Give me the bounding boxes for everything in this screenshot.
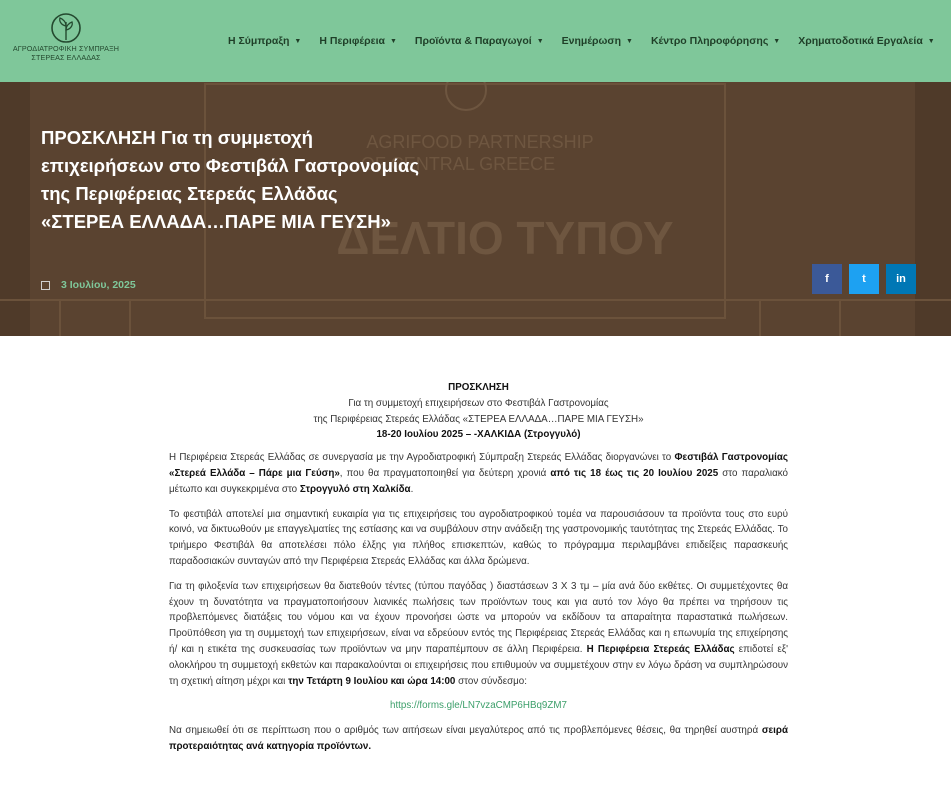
svg-text:ΔΕΛΤΙΟ ΤΥΠΟΥ: ΔΕΛΤΙΟ ΤΥΠΟΥ xyxy=(336,212,674,264)
chevron-down-icon: ▼ xyxy=(389,37,397,45)
nav-item-label: Η Σύμπραξη xyxy=(228,35,290,47)
share-facebook-button[interactable] xyxy=(812,264,842,294)
nav-item-news[interactable] xyxy=(562,35,633,47)
nav-item-products[interactable] xyxy=(415,35,544,47)
linkedin-icon: in xyxy=(896,273,906,285)
site-header xyxy=(0,0,951,82)
hero-banner xyxy=(0,82,951,336)
share-twitter-button[interactable] xyxy=(849,264,879,294)
nav-item-funding[interactable] xyxy=(798,35,935,47)
nav-item-label: Ενημέρωση xyxy=(561,35,622,47)
svg-text:OF CENTRAL GREECE: OF CENTRAL GREECE xyxy=(360,154,556,174)
post-date-text: 3 Ιουλίου, 2025 xyxy=(61,279,136,291)
article-paragraph: Η Περιφέρεια Στερεάς Ελλάδας σε συνεργασία με την Αγροδιατροφική Σύμπραξη Στερεάς Ελλάδας διοργανώνει το Φεστιβάλ Γαστρονομίας «Στερεά Ελλάδα – Πάρε μια Γεύση», που θα πραγματοποιηθεί για δεύτερη χρονιά από τις 18 έως τις 20 Ιουλίου 2025 στο παραλιακό μέτωπο και συγκεκριμένα στο Στρογγυλό στη Χαλκίδα. xyxy=(169,452,788,495)
nav-item-label: Η Περιφέρεια xyxy=(319,35,385,47)
nav-item-perifereia[interactable] xyxy=(319,35,397,47)
nav-item-label: Χρηματοδοτικά Εργαλεία xyxy=(798,35,923,47)
article-heading: ΠΡΟΣΚΛΗΣΗ xyxy=(448,382,509,393)
nav-item-label: Κέντρο Πληροφόρησης xyxy=(650,35,769,47)
twitter-icon: t xyxy=(862,273,866,285)
application-form-link[interactable]: https://forms.gle/LN7vzaCMP6HBq9ZM7 xyxy=(390,700,567,712)
site-logo[interactable] xyxy=(6,12,126,72)
article-body xyxy=(169,380,788,764)
article-subheading: Για τη συμμετοχή επιχειρήσεων στο Φεστιβάλ Γαστρονομίας xyxy=(348,397,609,409)
svg-text:AGRIFOOD PARTNERSHIP: AGRIFOOD PARTNERSHIP xyxy=(366,132,594,152)
main-navigation xyxy=(228,34,951,48)
chevron-down-icon: ▼ xyxy=(294,37,302,45)
article-dates: 18-20 Ιουλίου 2025 – -ΧΑΛΚΙΔΑ (Στρογγυλό) xyxy=(376,429,581,441)
article-paragraph: Το φεστιβάλ αποτελεί μια σημαντική ευκαιρία για τις επιχειρήσεις του αγροδιατροφικού τομέα να παρουσιάσουν τα προϊόντα τους στο ευρύ κοινό, να δικτυωθούν με επαγγελματίες της εστίασης και να συμβάλουν στην ανάδειξη της γαστρονομικής ταυτότητας της Στερεάς Ελλάδας. Το τριήμερο Φεστιβάλ θα αποτελέσει πόλο έλξης για πλήθος επισκεπτών, καθώς το πρόγραμμα περιλαμβάνει επιδείξεις παρασκευής παραδοσιακών συνταγών από την Περιφέρεια Στερεάς Ελλάδας και άλλα δρώμενα. xyxy=(169,508,788,567)
facebook-icon: f xyxy=(825,273,829,285)
logo-emblem-icon xyxy=(49,12,83,44)
article-subheading: της Περιφέρειας Στερεάς Ελλάδας «ΣΤΕΡΕΑ ΕΛΛΑΔΑ…ΠΑΡΕ ΜΙΑ ΓΕΥΣΗ» xyxy=(313,413,644,425)
article-paragraph: Για τη φιλοξενία των επιχειρήσεων θα διατεθούν τέντες (τύπου παγόδας ) διαστάσεων 3 Χ 3 τμ – μία ανά δύο εκθέτες. Οι συμμετέχοντες θα έχουν τη δυνατότητα να πραγματοποιήσουν λιανικές πωλήσεις των προϊόντων τους και για αυτό τον λόγο θα πρέπει να τηρήσουν τις προβλεπόμενες διατάξεις του νόμου και να έχουν προνοήσει ώστε να μπορούν να εκδίδουν τα απαραίτητα παραστατικά πωλήσεων. Προϋπόθεση για τη συμμετοχή των επιχειρήσεων, είναι να εδρεύουν εντός της Περιφέρειας Στερεάς Ελλάδας και η επωνυμία της επιχείρησης ή/ και η ετικέτα της συσκευασίας των προϊόντων να μην παραπέμπουν σε άλλη Περιφέρεια. Η Περιφέρεια Στερεάς Ελλάδας επιδοτεί εξ' ολοκλήρου τη συμμετοχή εκθετών και παρακαλούνται οι επιχειρήσεις που επιθυμούν να συμμετέχουν στην εν λόγω δράση να συμπληρώσουν τη σχετική αίτηση μέχρι και την Τετάρτη 9 Ιουλίου και ώρα 14:00 στον σύνδεσμο: xyxy=(169,580,788,687)
chevron-down-icon: ▼ xyxy=(773,37,781,45)
share-linkedin-button[interactable] xyxy=(886,264,916,294)
logo-text-line1: ΑΓΡΟΔΙΑΤΡΟΦΙΚΗ ΣΥΜΠΡΑΞΗ xyxy=(12,44,120,53)
post-date xyxy=(41,279,136,291)
nav-item-info-center[interactable] xyxy=(651,35,780,47)
chevron-down-icon: ▼ xyxy=(536,37,544,45)
nav-item-symprazi[interactable] xyxy=(228,35,301,47)
calendar-icon xyxy=(41,281,50,290)
chevron-down-icon: ▼ xyxy=(626,37,633,45)
article-paragraph: Να σημειωθεί ότι σε περίπτωση που ο αριθμός των αιτήσεων είναι μεγαλύτερος από τις προβλεπόμενες θέσεις, θα τηρηθεί αυστηρά σειρά προτεραιότητας ανά κατηγορία προϊόντων. xyxy=(169,725,788,752)
nav-item-label: Προϊόντα & Παραγωγοί xyxy=(414,35,532,47)
logo-text-line2: ΣΤΕΡΕΑΣ ΕΛΛΑΔΑΣ xyxy=(31,53,101,62)
page-title: ΠΡΟΣΚΛΗΣΗ Για τη συμμετοχή επιχειρήσεων στο Φεστιβάλ Γαστρονομίας της Περιφέρειας Στερεάς Ελλάδας «ΣΤΕΡΕΑ ΕΛΛΑΔΑ…ΠΑΡΕ ΜΙΑ ΓΕΥΣΗ» xyxy=(41,127,420,232)
chevron-down-icon: ▼ xyxy=(927,37,935,45)
